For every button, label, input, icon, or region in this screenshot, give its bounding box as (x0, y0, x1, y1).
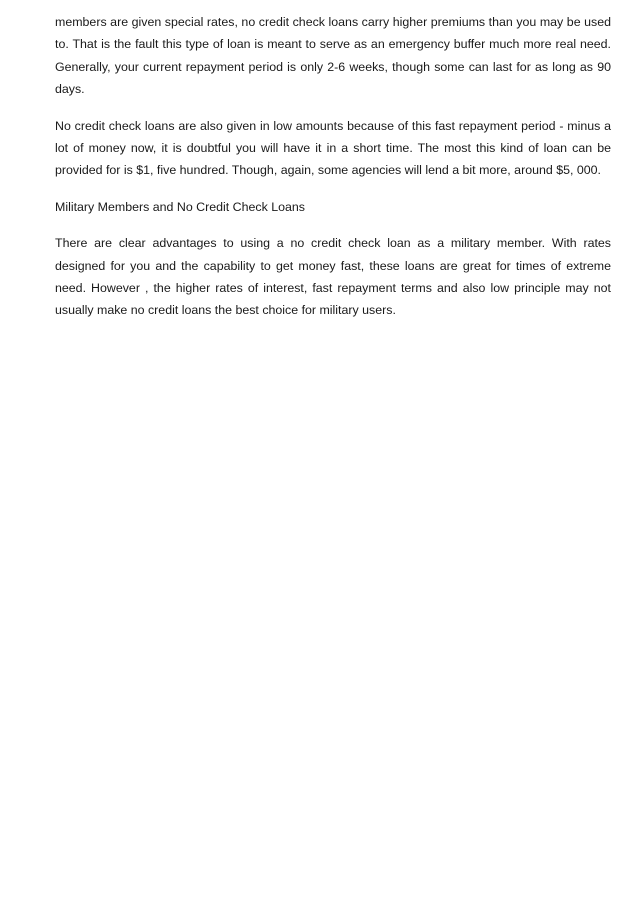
paragraph-low-amounts: No credit check loans are also given in low amounts because of this fast repayment period - minus a lot of money now, it is doubtful you will have it in a short time. The most this kind of loan can be provided for is $1, five hundred. Though, again, some agencies will lend a bit more, around $5, 000. (55, 118, 611, 178)
section-heading: Military Members and No Credit Check Loans (55, 199, 305, 214)
paragraph-special-rates: members are given special rates, no credit check loans carry higher premiums than you may be used to. That is the fault this type of loan is meant to serve as an emergency buffer much more real need. Generally, your current repayment period is only 2-6 weeks, though some can last for as long as 90 days. (55, 15, 611, 97)
paragraph-advantages: There are clear advantages to using a no credit check loan as a military member. With rates designed for you and the capability to get money fast, these loans are great for times of extreme need. However , the higher rates of interest, fast repayment terms and also low principle may not usually make no credit loans the best choice for military users. (55, 236, 611, 318)
